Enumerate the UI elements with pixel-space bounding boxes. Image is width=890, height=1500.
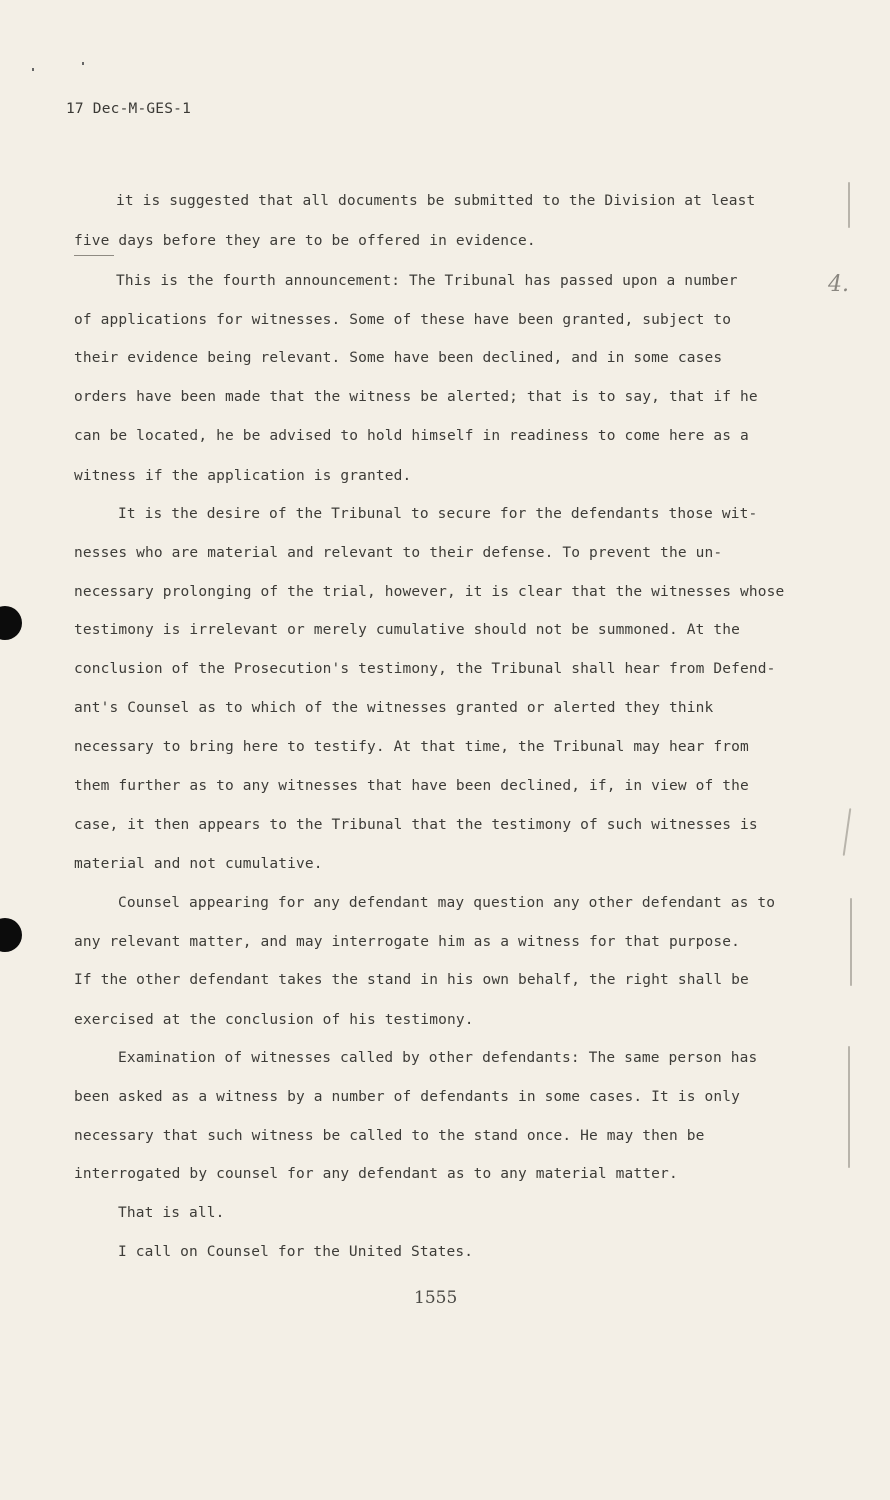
- body-line: material and not cumulative.: [74, 856, 323, 872]
- paper-speck: [32, 68, 34, 71]
- document-header: 17 Dec-M-GES-1: [66, 101, 192, 117]
- body-line: Counsel appearing for any defendant may question any other defendant as to: [118, 895, 776, 911]
- paper-speck: [82, 62, 84, 65]
- body-line: been asked as a witness by a number of defendants in some cases. It is only: [74, 1089, 740, 1105]
- body-line: can be located, he be advised to hold himself in readiness to come here as a: [74, 428, 749, 444]
- body-line: ant's Counsel as to which of the witnesses granted or alerted they think: [74, 700, 714, 716]
- body-line: any relevant matter, and may interrogate him as a witness for that purpose.: [74, 934, 740, 950]
- margin-note: 4.: [828, 272, 849, 297]
- body-line: testimony is irrelevant or merely cumulative should not be summoned. At the: [74, 622, 740, 638]
- body-line: them further as to any witnesses that have been declined, if, in view of the: [74, 778, 749, 794]
- margin-mark: [850, 898, 852, 986]
- page-number: 1555: [414, 1288, 458, 1308]
- margin-mark: [848, 1046, 850, 1168]
- body-line: nesses who are material and relevant to their defense. To prevent the un-: [74, 545, 723, 561]
- body-line: conclusion of the Prosecution's testimony, the Tribunal shall hear from Defend-: [74, 661, 776, 677]
- body-line: interrogated by counsel for any defendant as to any material matter.: [74, 1166, 678, 1182]
- body-line: It is the desire of the Tribunal to secure for the defendants those wit-: [118, 506, 758, 522]
- body-line: of applications for witnesses. Some of these have been granted, subject to: [74, 312, 732, 328]
- body-line: I call on Counsel for the United States.: [118, 1244, 474, 1260]
- body-line: orders have been made that the witness be alerted; that is to say, that if he: [74, 389, 758, 405]
- body-line: exercised at the conclusion of his testimony.: [74, 1012, 474, 1028]
- margin-mark: [848, 182, 850, 228]
- margin-mark: [843, 808, 852, 856]
- body-line: their evidence being relevant. Some have been declined, and in some cases: [74, 350, 723, 366]
- body-line: necessary to bring here to testify. At that time, the Tribunal may hear from: [74, 739, 749, 755]
- body-line: If the other defendant takes the stand in his own behalf, the right shall be: [74, 972, 749, 988]
- punch-hole: [0, 606, 22, 640]
- body-line: That is all.: [118, 1205, 225, 1221]
- body-line: it is suggested that all documents be submitted to the Division at least: [116, 193, 756, 209]
- body-line: five days before they are to be offered in evidence.: [74, 233, 536, 249]
- body-line: witness if the application is granted.: [74, 468, 412, 484]
- body-line: Examination of witnesses called by other defendants: The same person has: [118, 1050, 758, 1066]
- body-line: This is the fourth announcement: The Tribunal has passed upon a number: [116, 273, 738, 289]
- body-line: necessary prolonging of the trial, however, it is clear that the witnesses whose: [74, 584, 785, 600]
- body-line: case, it then appears to the Tribunal that the testimony of such witnesses is: [74, 817, 758, 833]
- pencil-underline: [74, 255, 114, 256]
- body-line: necessary that such witness be called to the stand once. He may then be: [74, 1128, 705, 1144]
- punch-hole: [0, 918, 22, 952]
